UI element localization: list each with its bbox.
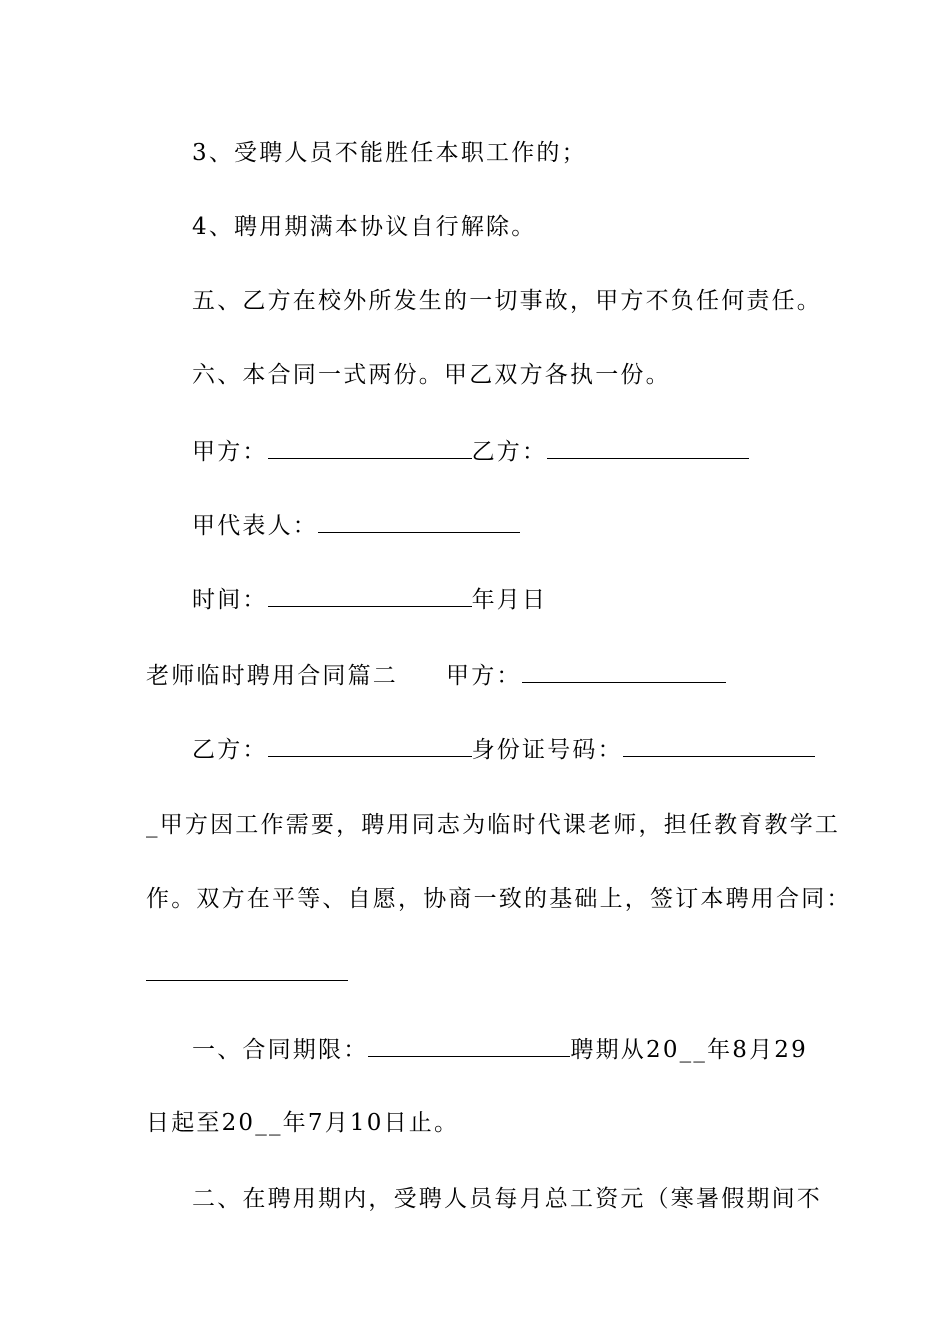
article-5-text: 五、乙方在校外所发生的一切事故，甲方不负任何责任。 bbox=[192, 288, 822, 314]
intro-line-1 bbox=[146, 810, 841, 840]
article-6-text: 六、本合同一式两份。甲乙双方各执一份。 bbox=[192, 362, 671, 388]
clause-3 bbox=[192, 138, 872, 168]
contract-term-blank bbox=[368, 1034, 570, 1057]
salary-clause-text: 二、在聘用期内，受聘人员每月总工资元（寒暑假期间不 bbox=[192, 1186, 822, 1212]
date-label: 时间： bbox=[192, 587, 268, 613]
section-two-party-a-blank bbox=[522, 660, 726, 683]
party-b-label: 乙方： bbox=[471, 439, 548, 465]
clause-3-text: 3、受聘人员不能胜任本职工作的； bbox=[192, 140, 587, 166]
signature-parties bbox=[192, 436, 872, 467]
clause-4 bbox=[192, 212, 872, 242]
article-1-continued bbox=[146, 1108, 826, 1138]
intro-line-2 bbox=[146, 884, 852, 914]
fill-in-blank bbox=[146, 958, 348, 981]
date-blank bbox=[268, 584, 472, 607]
party-b-id-line bbox=[192, 734, 872, 765]
section-two-title: 老师临时聘用合同篇二 bbox=[146, 663, 398, 689]
id-number-blank bbox=[623, 734, 815, 757]
party-a-label: 甲方： bbox=[192, 439, 268, 465]
intro-line-1-text: _甲方因工作需要，聘用同志为临时代课老师，担任教育教学工 bbox=[146, 812, 841, 838]
section-two-party-a-label: 甲方： bbox=[446, 663, 522, 689]
representative-label: 甲代表人： bbox=[192, 513, 318, 539]
contract-term-start: 聘期从20__年8月29 bbox=[570, 1037, 808, 1063]
section-two-party-b-label: 乙方： bbox=[192, 737, 268, 763]
clause-4-text: 4、聘用期满本协议自行解除。 bbox=[192, 214, 537, 240]
date-line bbox=[192, 584, 872, 615]
fill-in-line bbox=[146, 958, 826, 989]
date-suffix: 年月日 bbox=[471, 587, 548, 613]
contract-term-label: 一、合同期限： bbox=[192, 1037, 369, 1063]
article-2 bbox=[192, 1184, 872, 1214]
article-5 bbox=[192, 286, 872, 316]
party-b-blank bbox=[547, 436, 749, 459]
section-two-heading bbox=[146, 660, 826, 691]
intro-line-2-text: 作。双方在平等、自愿，协商一致的基础上，签订本聘用合同： bbox=[146, 886, 852, 912]
party-a-blank bbox=[268, 436, 472, 459]
article-1 bbox=[192, 1034, 872, 1065]
representative-blank bbox=[318, 510, 520, 533]
section-two-party-b-blank bbox=[268, 734, 472, 757]
article-6 bbox=[192, 360, 872, 390]
id-number-label: 身份证号码： bbox=[471, 737, 623, 763]
representative-line bbox=[192, 510, 872, 541]
contract-term-end: 日起至20__年7月10日止。 bbox=[146, 1110, 460, 1136]
